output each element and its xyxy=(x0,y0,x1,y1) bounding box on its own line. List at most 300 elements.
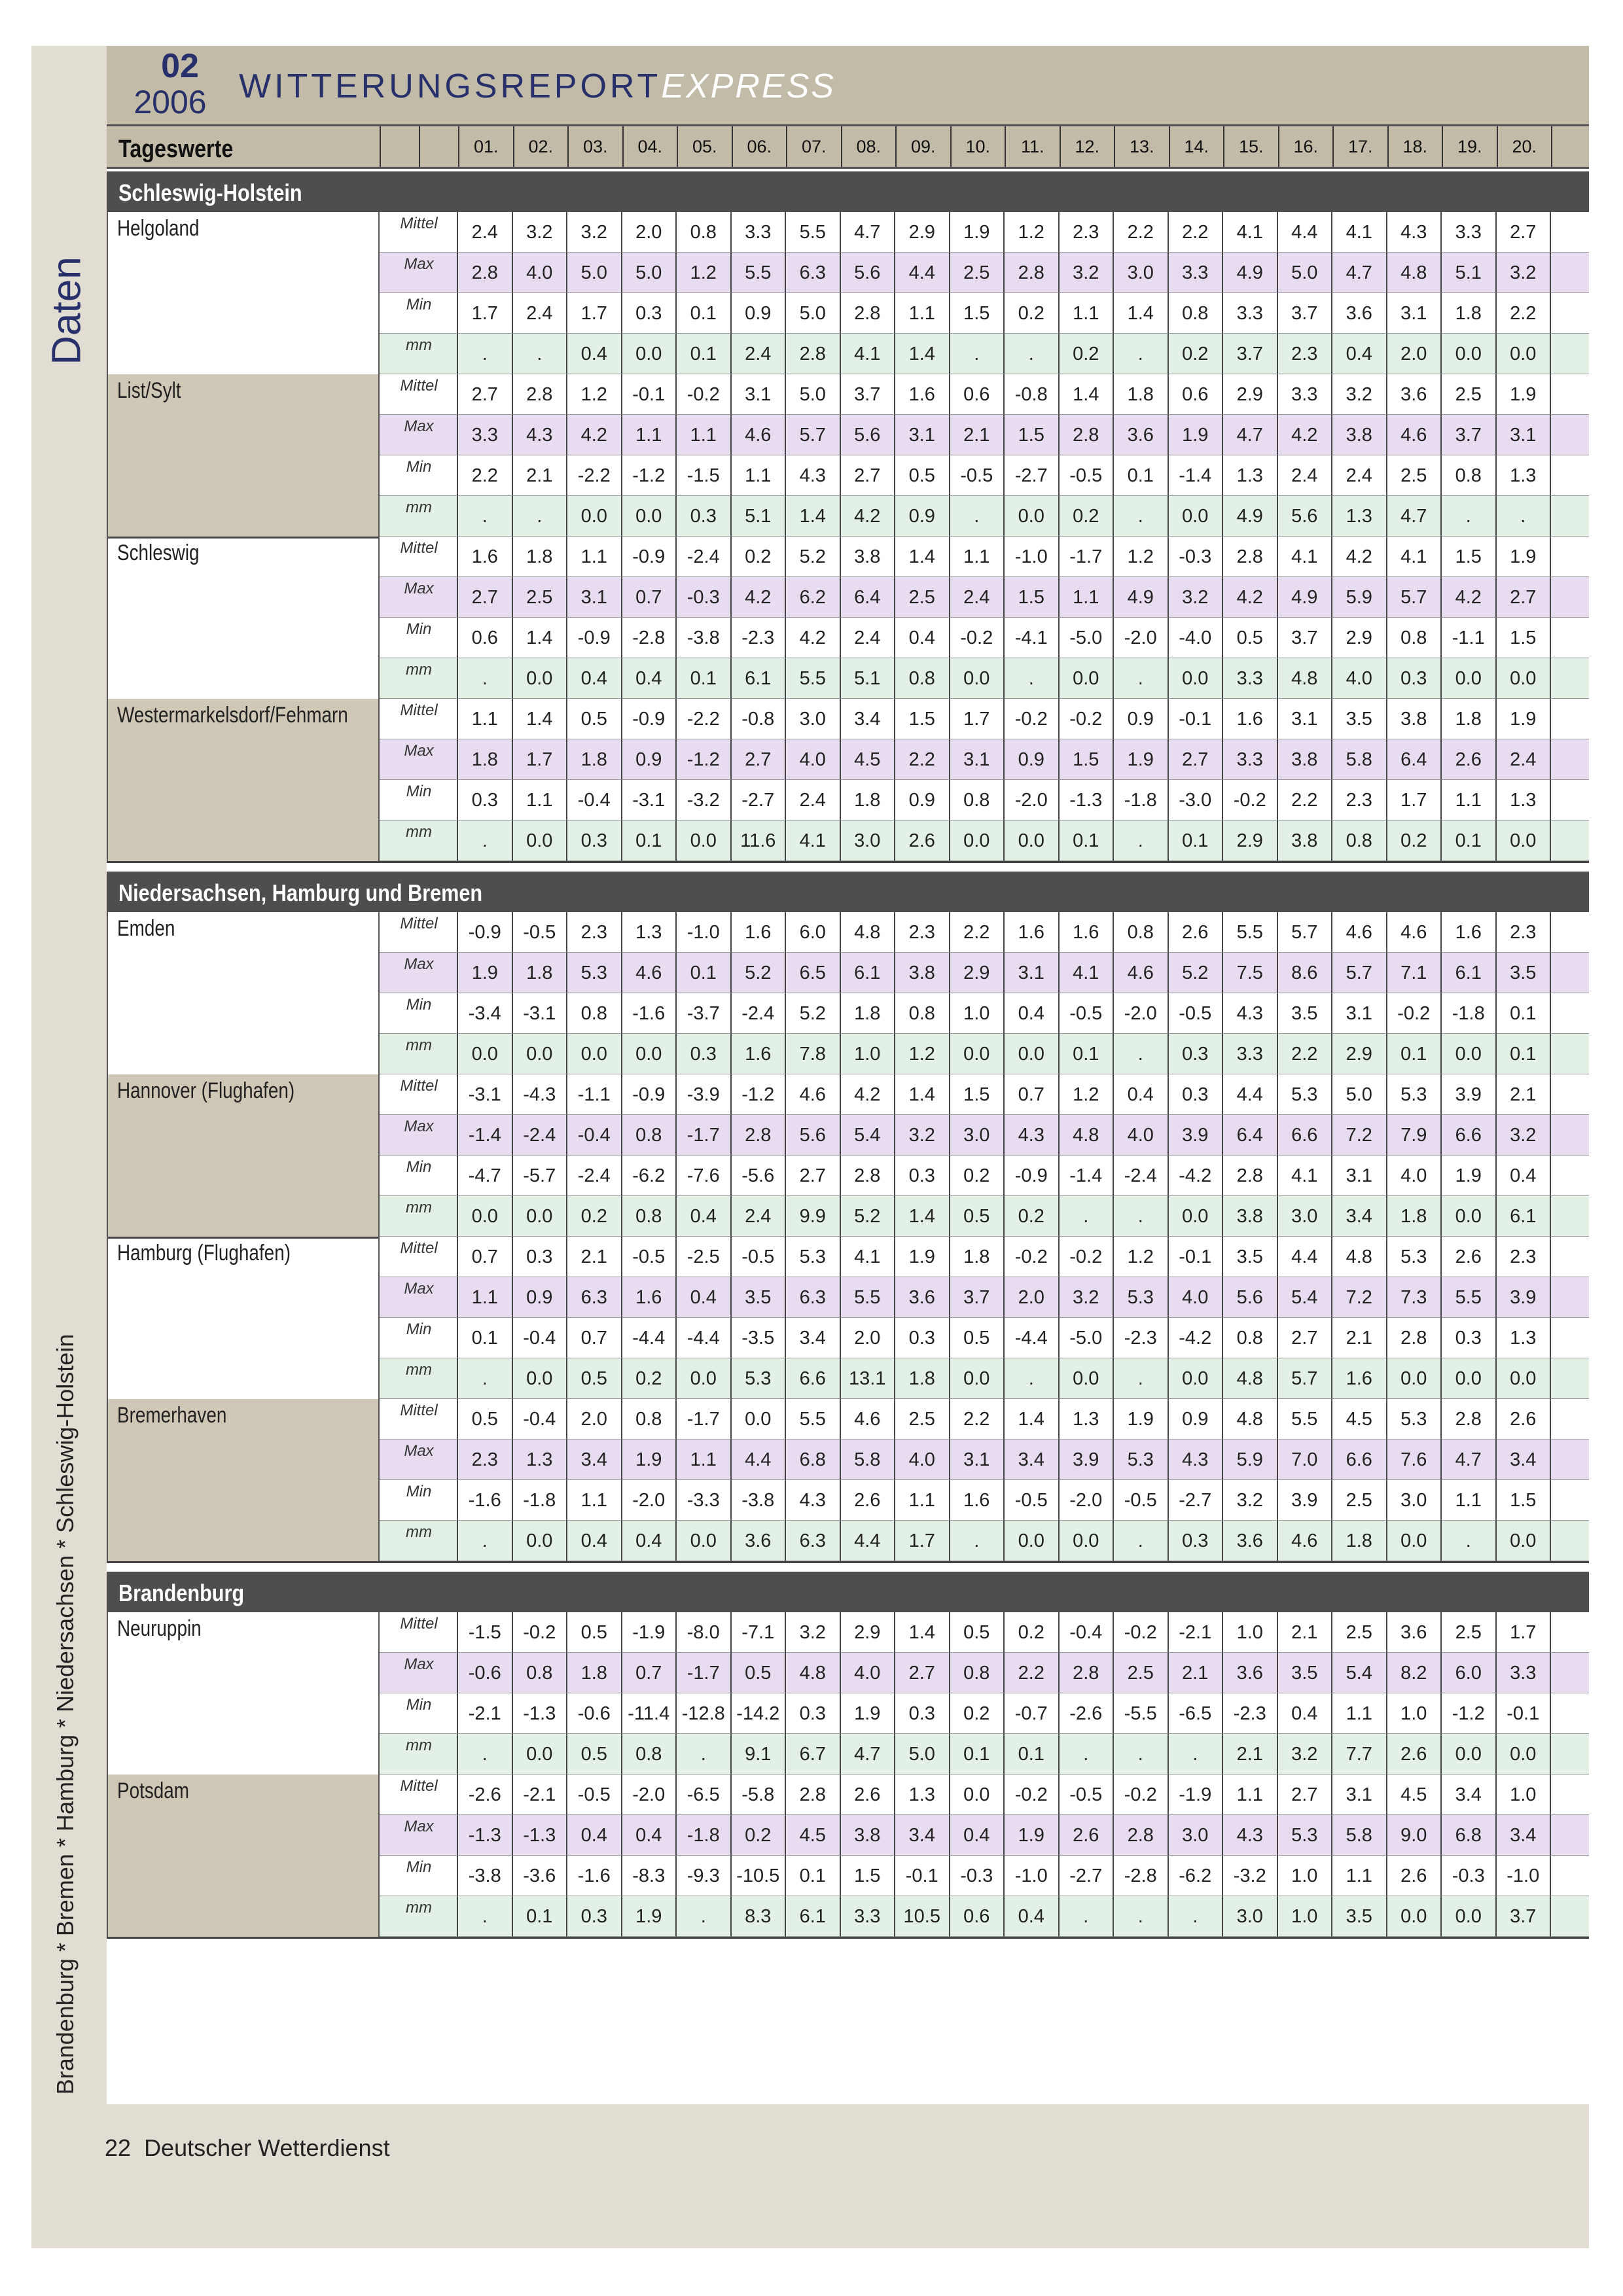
value-cell: 2.1 xyxy=(1497,1074,1552,1115)
value-cell: 0.1 xyxy=(513,1896,568,1937)
row-label: Min xyxy=(406,458,432,476)
row-label: Max xyxy=(404,417,434,435)
value-cell: -1.2 xyxy=(732,1074,787,1115)
data-row-mm xyxy=(380,334,1589,374)
value-cell: 2.1 xyxy=(1223,1734,1278,1775)
value-cell: 1.8 xyxy=(458,739,513,780)
value-cell: 0.3 xyxy=(677,1034,732,1074)
value-cell: 1.0 xyxy=(1497,1775,1552,1815)
row-label: Mittel xyxy=(400,701,438,719)
row-label: Max xyxy=(404,255,434,273)
day-column-header: 14. xyxy=(1169,126,1224,167)
row-filler xyxy=(1551,1521,1589,1561)
value-cell: -1.0 xyxy=(1497,1856,1552,1896)
day-column-header: 04. xyxy=(622,126,677,167)
value-cell: 1.4 xyxy=(895,1612,950,1653)
row-label-cell xyxy=(380,1156,458,1196)
value-cell: 2.2 xyxy=(950,912,1005,953)
value-cell: 1.6 xyxy=(1332,1358,1387,1399)
value-cell: 0.3 xyxy=(622,293,677,334)
value-cell: 0.8 xyxy=(567,993,622,1034)
value-cell: 5.1 xyxy=(841,658,896,699)
row-filler xyxy=(1551,1480,1589,1521)
value-cell: 5.4 xyxy=(1278,1277,1333,1318)
value-cell: 1.8 xyxy=(895,1358,950,1399)
publisher-name: Deutscher Wetterdienst xyxy=(144,2134,390,2161)
value-cell: 0.1 xyxy=(1005,1734,1060,1775)
data-row-mittel xyxy=(380,1775,1589,1815)
value-cell: -0.9 xyxy=(458,912,513,953)
value-cell: 0.7 xyxy=(458,1237,513,1277)
value-cell: 2.3 xyxy=(567,912,622,953)
data-row-min xyxy=(380,1318,1589,1358)
value-cell: 1.8 xyxy=(513,953,568,993)
value-cell: 3.1 xyxy=(1332,1156,1387,1196)
value-cell: -0.3 xyxy=(677,577,732,618)
value-cell: 4.1 xyxy=(1332,212,1387,253)
value-cell: 2.0 xyxy=(1387,334,1442,374)
value-cell: 0.0 xyxy=(1005,821,1060,861)
value-cell: -6.2 xyxy=(622,1156,677,1196)
report-title-express: EXPRESS xyxy=(661,67,836,105)
value-cell: 0.0 xyxy=(1442,1734,1497,1775)
row-label-cell xyxy=(380,212,458,253)
value-cell: 2.6 xyxy=(1387,1856,1442,1896)
page-number: 22 xyxy=(105,2134,132,2161)
value-cell: 2.5 xyxy=(895,1399,950,1439)
value-cell: 9.9 xyxy=(786,1196,841,1237)
station-name-cell xyxy=(107,212,380,374)
row-filler xyxy=(1551,1277,1589,1318)
value-cell: 2.5 xyxy=(1114,1653,1169,1693)
value-cell: 6.2 xyxy=(786,577,841,618)
value-cell: 3.2 xyxy=(1060,1277,1115,1318)
value-cell: -2.0 xyxy=(1114,993,1169,1034)
value-cell: 0.7 xyxy=(622,577,677,618)
value-cell: 5.7 xyxy=(786,415,841,455)
value-cell: 4.0 xyxy=(1114,1115,1169,1156)
value-cell: -4.0 xyxy=(1169,618,1224,658)
value-cell: 2.4 xyxy=(732,334,787,374)
value-cell: 0.0 xyxy=(732,1399,787,1439)
row-label: mm xyxy=(406,1523,432,1541)
value-cell: 1.8 xyxy=(950,1237,1005,1277)
value-cell: 0.0 xyxy=(513,1734,568,1775)
value-cell: -4.2 xyxy=(1169,1318,1224,1358)
value-cell: 2.2 xyxy=(1497,293,1552,334)
value-cell: 2.5 xyxy=(513,577,568,618)
value-cell: 1.5 xyxy=(841,1856,896,1896)
value-cell: 3.4 xyxy=(786,1318,841,1358)
value-cell: 0.0 xyxy=(950,1358,1005,1399)
value-cell: 6.1 xyxy=(1442,953,1497,993)
value-cell: 4.3 xyxy=(1223,993,1278,1034)
row-label: mm xyxy=(406,1199,432,1216)
row-label-cell xyxy=(380,618,458,658)
value-cell: 0.2 xyxy=(1005,293,1060,334)
value-cell: 6.3 xyxy=(786,1277,841,1318)
value-cell: 0.4 xyxy=(895,618,950,658)
value-cell: -0.2 xyxy=(677,374,732,415)
value-cell: 1.2 xyxy=(1114,537,1169,577)
row-label-cell xyxy=(380,537,458,577)
row-filler xyxy=(1551,334,1589,374)
value-cell: 1.6 xyxy=(1005,912,1060,953)
value-cell: -3.4 xyxy=(458,993,513,1034)
value-cell: 0.2 xyxy=(1060,496,1115,537)
value-cell: . xyxy=(950,1521,1005,1561)
value-cell: 2.6 xyxy=(1060,1815,1115,1856)
value-cell: 1.1 xyxy=(1442,780,1497,821)
issue-number: 02 xyxy=(161,47,199,85)
value-cell: -1.8 xyxy=(513,1480,568,1521)
row-label-cell xyxy=(380,1521,458,1561)
value-cell: 2.9 xyxy=(1332,618,1387,658)
value-cell: 4.7 xyxy=(1223,415,1278,455)
day-column-header: 20. xyxy=(1497,126,1552,167)
value-cell: -3.1 xyxy=(458,1074,513,1115)
value-cell: 1.6 xyxy=(622,1277,677,1318)
data-row-mittel xyxy=(380,537,1589,577)
station-name-cell xyxy=(107,912,380,1074)
value-cell: 4.1 xyxy=(1278,537,1333,577)
value-cell: 2.5 xyxy=(1332,1480,1387,1521)
value-cell: 6.6 xyxy=(1278,1115,1333,1156)
row-label: Max xyxy=(404,1818,434,1835)
value-cell: 0.1 xyxy=(622,821,677,861)
value-cell: 4.2 xyxy=(1442,577,1497,618)
row-label: Mittel xyxy=(400,1402,438,1419)
value-cell: -1.6 xyxy=(622,993,677,1034)
value-cell: 2.8 xyxy=(841,293,896,334)
value-cell: 0.5 xyxy=(950,1196,1005,1237)
value-cell: 1.2 xyxy=(567,374,622,415)
value-cell: 0.0 xyxy=(950,1034,1005,1074)
value-cell: 2.6 xyxy=(1169,912,1224,953)
value-cell: 0.2 xyxy=(950,1693,1005,1734)
value-cell: -0.4 xyxy=(567,780,622,821)
value-cell: 2.8 xyxy=(513,374,568,415)
value-cell: 2.5 xyxy=(1442,374,1497,415)
value-cell: -2.3 xyxy=(1223,1693,1278,1734)
value-cell: 0.4 xyxy=(567,1815,622,1856)
station-block xyxy=(107,1074,1589,1239)
row-label-cell xyxy=(380,1480,458,1521)
value-cell: 0.8 xyxy=(1387,618,1442,658)
value-cell: 11.6 xyxy=(732,821,787,861)
value-cell: 1.5 xyxy=(950,293,1005,334)
row-label: Max xyxy=(404,955,434,973)
value-cell: 3.2 xyxy=(786,1612,841,1653)
row-label: Mittel xyxy=(400,1077,438,1095)
day-column-header: 17. xyxy=(1332,126,1387,167)
value-cell: 3.7 xyxy=(1223,334,1278,374)
value-cell: 0.8 xyxy=(1223,1318,1278,1358)
station-name-cell xyxy=(107,537,380,699)
value-cell: 1.0 xyxy=(1278,1896,1333,1937)
value-cell: 0.9 xyxy=(1005,739,1060,780)
row-label-cell xyxy=(380,253,458,293)
value-cell: -0.2 xyxy=(1005,1237,1060,1277)
row-filler xyxy=(1551,1237,1589,1277)
row-label-cell xyxy=(380,334,458,374)
value-cell: 0.0 xyxy=(1497,1358,1552,1399)
value-cell: -0.5 xyxy=(1060,993,1115,1034)
value-cell: -0.2 xyxy=(1114,1775,1169,1815)
data-row-mm xyxy=(380,821,1589,861)
value-cell: 2.1 xyxy=(1332,1318,1387,1358)
value-cell: 2.6 xyxy=(841,1775,896,1815)
row-label-cell xyxy=(380,1856,458,1896)
value-cell: 2.8 xyxy=(1223,1156,1278,1196)
value-cell: 2.1 xyxy=(950,415,1005,455)
value-cell: -0.5 xyxy=(622,1237,677,1277)
value-cell: 3.9 xyxy=(1278,1480,1333,1521)
value-cell: . xyxy=(513,496,568,537)
value-cell: 5.3 xyxy=(1387,1237,1442,1277)
value-cell: 3.1 xyxy=(1387,293,1442,334)
value-cell: 2.3 xyxy=(458,1439,513,1480)
value-cell: 2.8 xyxy=(786,334,841,374)
table-header-row xyxy=(107,124,1589,169)
value-cell: -2.4 xyxy=(1114,1156,1169,1196)
value-cell: 1.8 xyxy=(1387,1196,1442,1237)
row-filler xyxy=(1551,1115,1589,1156)
row-filler xyxy=(1551,1775,1589,1815)
value-cell: . xyxy=(1169,1896,1224,1937)
value-cell: 3.2 xyxy=(1060,253,1115,293)
value-cell: 0.0 xyxy=(1060,1358,1115,1399)
row-filler xyxy=(1551,1439,1589,1480)
value-cell: -2.1 xyxy=(458,1693,513,1734)
value-cell: 1.8 xyxy=(1114,374,1169,415)
value-cell: -4.7 xyxy=(458,1156,513,1196)
value-cell: 2.7 xyxy=(1278,1775,1333,1815)
station-name: Potsdam xyxy=(117,1778,190,1803)
value-cell: 6.4 xyxy=(1387,739,1442,780)
value-cell: 1.3 xyxy=(1223,455,1278,496)
row-filler xyxy=(1551,780,1589,821)
data-row-mm xyxy=(380,1196,1589,1237)
value-cell: 0.3 xyxy=(1169,1521,1224,1561)
value-cell: 4.6 xyxy=(1387,415,1442,455)
value-cell: 0.0 xyxy=(677,1521,732,1561)
value-cell: -6.5 xyxy=(677,1775,732,1815)
value-cell: 2.1 xyxy=(513,455,568,496)
row-filler xyxy=(1551,212,1589,253)
header-divider xyxy=(1551,126,1558,167)
value-cell: 2.4 xyxy=(786,780,841,821)
value-cell: 1.6 xyxy=(1223,699,1278,739)
value-cell: 2.6 xyxy=(895,821,950,861)
section-title: Schleswig-Holstein xyxy=(118,179,302,206)
value-cell: -8.3 xyxy=(622,1856,677,1896)
value-cell: 0.1 xyxy=(1169,821,1224,861)
value-cell: 3.4 xyxy=(1497,1439,1552,1480)
data-row-min xyxy=(380,455,1589,496)
section-header xyxy=(107,1572,1589,1612)
value-cell: -3.8 xyxy=(732,1480,787,1521)
section-header xyxy=(107,872,1589,912)
value-cell: -1.4 xyxy=(1060,1156,1115,1196)
value-cell: . xyxy=(1114,1196,1169,1237)
value-cell: 1.2 xyxy=(1114,1237,1169,1277)
value-cell: 0.5 xyxy=(895,455,950,496)
report-title-main: WITTERUNGSREPORT xyxy=(239,67,662,105)
data-row-max xyxy=(380,253,1589,293)
value-cell: 1.7 xyxy=(458,293,513,334)
value-cell: -4.4 xyxy=(677,1318,732,1358)
data-row-max xyxy=(380,1277,1589,1318)
value-cell: 0.3 xyxy=(513,1237,568,1277)
value-cell: 5.5 xyxy=(1278,1399,1333,1439)
value-cell: -1.0 xyxy=(1005,537,1060,577)
value-cell: 5.5 xyxy=(732,253,787,293)
row-label: mm xyxy=(406,1899,432,1916)
value-cell: 0.3 xyxy=(567,821,622,861)
station-block xyxy=(107,1399,1589,1563)
row-label: Max xyxy=(404,1655,434,1673)
row-label-cell xyxy=(380,1815,458,1856)
value-cell: 0.2 xyxy=(732,537,787,577)
value-cell: -0.1 xyxy=(1169,1237,1224,1277)
data-row-min xyxy=(380,618,1589,658)
page-frame-bottom xyxy=(31,2104,1589,2248)
data-row-mm xyxy=(380,658,1589,699)
value-cell: 2.3 xyxy=(1497,912,1552,953)
value-cell: 1.8 xyxy=(567,1653,622,1693)
value-cell: -0.9 xyxy=(567,618,622,658)
value-cell: 5.3 xyxy=(1114,1277,1169,1318)
row-label: Mittel xyxy=(400,915,438,932)
value-cell: 0.5 xyxy=(1223,618,1278,658)
value-cell: 3.3 xyxy=(1169,253,1224,293)
value-cell: 3.5 xyxy=(1332,1896,1387,1937)
row-filler xyxy=(1551,1693,1589,1734)
value-cell: 3.2 xyxy=(567,212,622,253)
value-cell: -0.6 xyxy=(458,1653,513,1693)
value-cell: -1.3 xyxy=(513,1693,568,1734)
value-cell: 7.1 xyxy=(1387,953,1442,993)
station-name: Hannover (Flughafen) xyxy=(117,1078,295,1103)
value-cell: 3.2 xyxy=(1332,374,1387,415)
value-cell: 0.1 xyxy=(677,658,732,699)
value-cell: 4.8 xyxy=(1223,1399,1278,1439)
row-label-cell xyxy=(380,1896,458,1937)
row-label-cell xyxy=(380,1775,458,1815)
station-block xyxy=(107,537,1589,701)
day-column-header: 08. xyxy=(841,126,896,167)
day-column-header: 05. xyxy=(677,126,732,167)
value-cell: -0.2 xyxy=(1005,699,1060,739)
value-cell: 4.4 xyxy=(1278,1237,1333,1277)
row-label-cell xyxy=(380,1399,458,1439)
value-cell: 1.0 xyxy=(1223,1612,1278,1653)
value-cell: 1.9 xyxy=(622,1439,677,1480)
day-column-header: 19. xyxy=(1442,126,1497,167)
value-cell: 3.5 xyxy=(1278,1653,1333,1693)
value-cell: 1.1 xyxy=(1332,1693,1387,1734)
header-divider xyxy=(419,126,458,167)
station-block xyxy=(107,1775,1589,1939)
station-block xyxy=(107,1237,1589,1401)
value-cell: -2.3 xyxy=(732,618,787,658)
value-cell: 0.3 xyxy=(786,1693,841,1734)
value-cell: 2.0 xyxy=(841,1318,896,1358)
value-cell: -0.5 xyxy=(1060,455,1115,496)
row-label: Max xyxy=(404,1442,434,1460)
value-cell: 0.8 xyxy=(622,1196,677,1237)
value-cell: 0.0 xyxy=(1169,496,1224,537)
value-cell: -0.9 xyxy=(622,1074,677,1115)
row-filler xyxy=(1551,455,1589,496)
row-filler xyxy=(1551,658,1589,699)
value-cell: 1.7 xyxy=(950,699,1005,739)
value-cell: 0.5 xyxy=(732,1653,787,1693)
value-cell: 1.2 xyxy=(1005,212,1060,253)
value-cell: 4.4 xyxy=(895,253,950,293)
value-cell: 6.1 xyxy=(732,658,787,699)
value-cell: 0.0 xyxy=(513,1034,568,1074)
value-cell: 4.8 xyxy=(1387,253,1442,293)
value-cell: -1.9 xyxy=(1169,1775,1224,1815)
value-cell: 5.8 xyxy=(1332,1815,1387,1856)
value-cell: 3.3 xyxy=(1497,1653,1552,1693)
value-cell: . xyxy=(458,1734,513,1775)
value-cell: 4.0 xyxy=(1169,1277,1224,1318)
value-cell: 6.5 xyxy=(786,953,841,993)
value-cell: -3.5 xyxy=(732,1318,787,1358)
value-cell: 2.2 xyxy=(1278,1034,1333,1074)
value-cell: 0.8 xyxy=(1332,821,1387,861)
value-cell: 4.3 xyxy=(513,415,568,455)
value-cell: -0.4 xyxy=(1060,1612,1115,1653)
value-cell: 0.1 xyxy=(1060,821,1115,861)
value-cell: 0.4 xyxy=(622,1815,677,1856)
value-cell: -1.6 xyxy=(567,1856,622,1896)
value-cell: 0.3 xyxy=(1387,658,1442,699)
value-cell: 1.3 xyxy=(1497,455,1552,496)
value-cell: 0.0 xyxy=(1387,1896,1442,1937)
value-cell: 0.4 xyxy=(950,1815,1005,1856)
value-cell: 2.3 xyxy=(1332,780,1387,821)
row-label: Min xyxy=(406,620,432,638)
value-cell: 3.7 xyxy=(1278,293,1333,334)
row-label: mm xyxy=(406,499,432,516)
value-cell: -4.3 xyxy=(513,1074,568,1115)
value-cell: 3.3 xyxy=(732,212,787,253)
value-cell: 3.1 xyxy=(950,1439,1005,1480)
value-cell: 6.3 xyxy=(786,1521,841,1561)
row-label-cell xyxy=(380,293,458,334)
value-cell: 1.9 xyxy=(841,1693,896,1734)
header-divider xyxy=(380,126,419,167)
value-cell: 3.7 xyxy=(1278,618,1333,658)
value-cell: 3.0 xyxy=(841,821,896,861)
value-cell: 5.5 xyxy=(786,658,841,699)
value-cell: 0.2 xyxy=(732,1815,787,1856)
value-cell: 2.7 xyxy=(1497,212,1552,253)
value-cell: -1.3 xyxy=(1060,780,1115,821)
row-filler xyxy=(1551,821,1589,861)
value-cell: 1.1 xyxy=(895,1480,950,1521)
value-cell: -0.2 xyxy=(1005,1775,1060,1815)
value-cell: 5.3 xyxy=(1114,1439,1169,1480)
value-cell: 2.8 xyxy=(732,1115,787,1156)
value-cell: 1.5 xyxy=(1005,415,1060,455)
value-cell: 1.2 xyxy=(1060,1074,1115,1115)
value-cell: -6.2 xyxy=(1169,1856,1224,1896)
